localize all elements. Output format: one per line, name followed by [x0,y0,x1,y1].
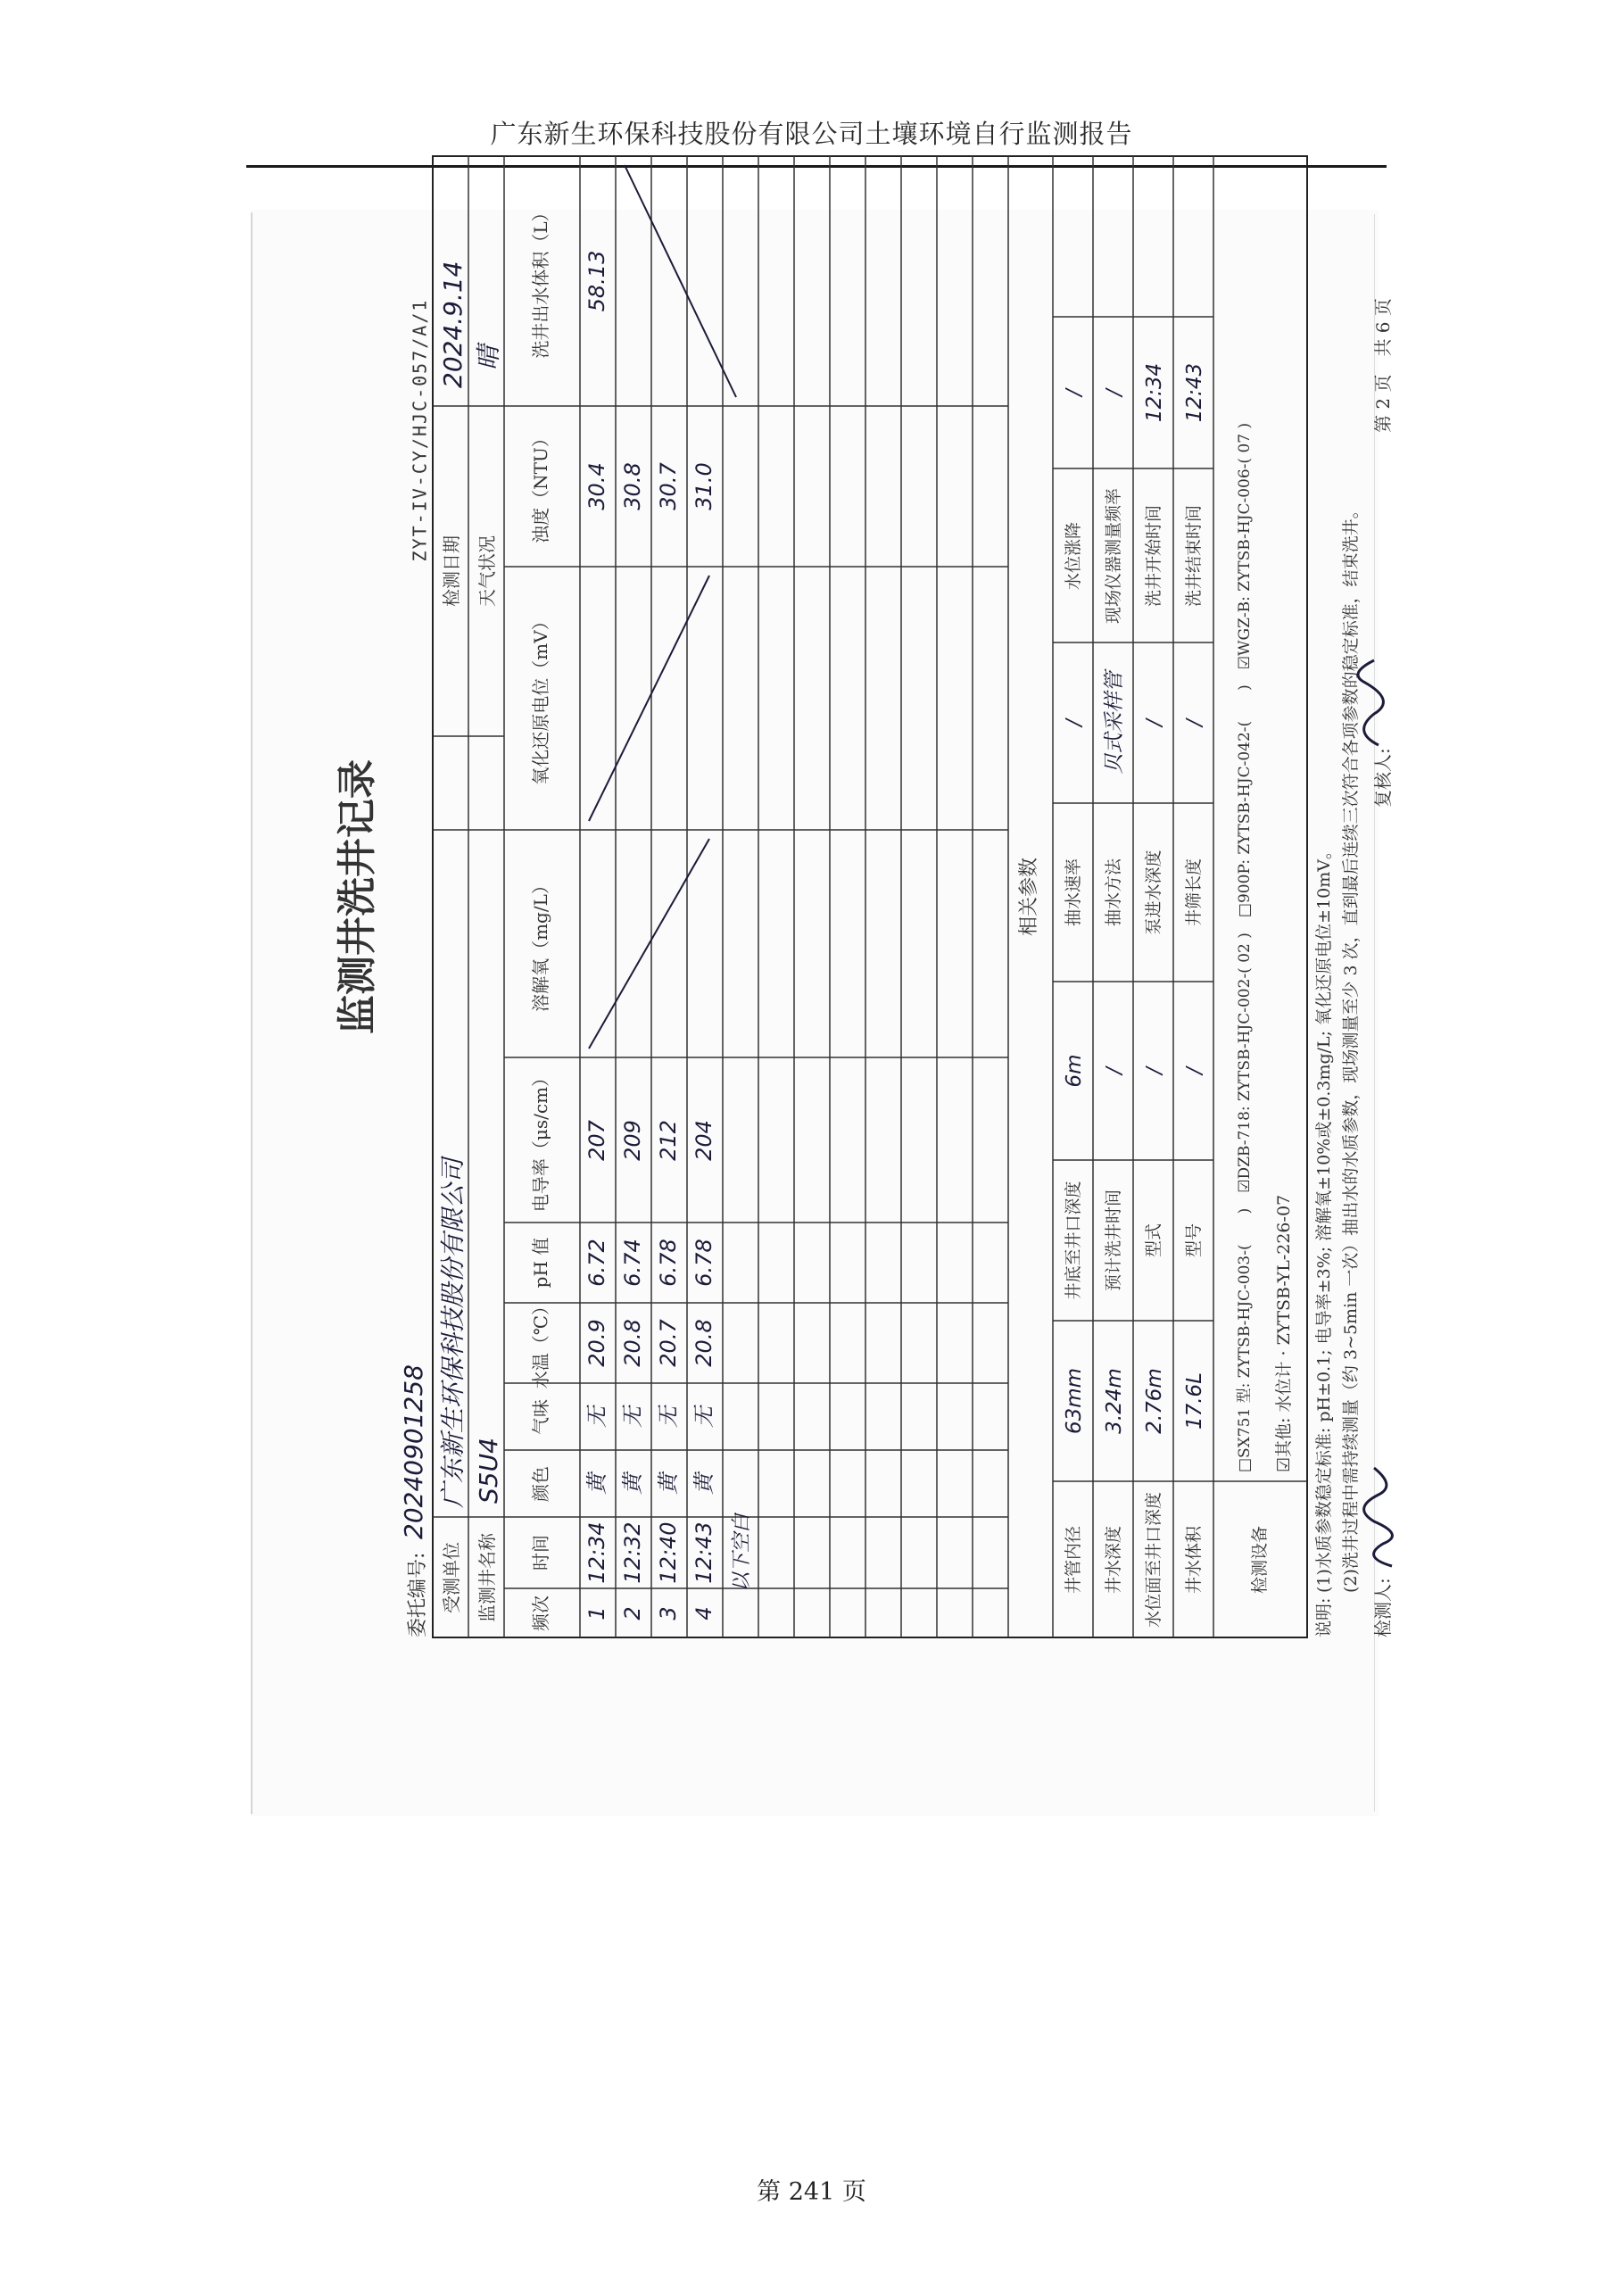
cell-odor: 无 [691,1406,716,1428]
reviewer-label: 复核人: [1372,748,1394,808]
params-row [1143,363,1166,1628]
param-value: / [1143,719,1166,726]
date-label: 检测日期 [441,535,462,607]
param-value: / [1183,1067,1206,1074]
cell-conductivity: 209 [620,1120,645,1161]
params-title: 相关参数 [1018,857,1040,937]
param-label: 井管内径 [1064,1525,1083,1595]
table-row [584,251,609,1620]
col-header-turbidity: 浊度（NTU） [530,429,551,543]
col-header-ph: pH 值 [530,1237,551,1289]
date-value: 2024.9.14 [438,261,468,388]
well-label: 监测井名称 [476,1533,498,1622]
reviewer-signature [1358,660,1383,745]
grid-border [433,156,1307,1637]
cell-time: 12:34 [584,1521,609,1584]
params-row [1183,363,1206,1594]
cell-turbidity: 30.7 [656,462,681,510]
cell-water-temp: 20.8 [691,1319,716,1367]
unit-label: 受测单位 [441,1542,462,1613]
form-code: ZYT-IV-CY/HJC-057/A/1 [409,298,431,562]
strike-line [589,576,709,821]
weather-label: 天气状况 [476,535,498,607]
blank-below-note: 以下空白 [731,1513,753,1593]
table-row [620,462,645,1620]
param-label: 洗井开始时间 [1144,504,1163,608]
entrust-no-label: 委托编号: [407,1552,429,1637]
cell-frequency: 1 [584,1606,609,1620]
param-label: 预计洗井时间 [1104,1189,1123,1292]
param-value: / [1103,389,1126,396]
cell-odor: 无 [620,1406,645,1428]
weather-value: 晴 [474,344,503,370]
param-value: 贝式采样管 [1103,671,1126,775]
cell-ph: 6.72 [584,1239,609,1287]
col-header-outflow-volume: 洗井出水体积（L） [530,203,551,359]
inspector-signature [1364,1468,1393,1566]
cell-turbidity: 30.8 [620,462,645,510]
param-value: 6m [1063,1054,1086,1088]
cell-ph: 6.74 [620,1239,645,1287]
cell-color: 黄 [584,1473,609,1495]
param-label: 水位涨降 [1064,521,1083,591]
col-header-conductivity: 电导率（μs/cm） [530,1068,551,1213]
param-label: 型式 [1144,1223,1163,1258]
equipment-line-2: ☑其他: 水位计 · ZYTSB-YL-226-07 [1274,1194,1294,1472]
note-2: (2)洗井过程中需持续测量（约 3~5min 一次）抽出水的水质参数，现场测量至少 3 次，直到最后连续三次符合各项参数的稳定标准，结束洗井。 [1341,501,1361,1593]
cell-odor: 无 [584,1406,609,1428]
cell-time: 12:40 [656,1521,681,1584]
param-label: 井水深度 [1104,1525,1123,1595]
notes-label: 说明: [1314,1597,1334,1637]
cell-frequency: 2 [620,1606,645,1620]
cell-frequency: 4 [691,1606,716,1620]
strike-line [625,165,736,397]
cell-color: 黄 [656,1473,681,1495]
col-header-orp: 氧化还原电位（mV） [530,612,551,785]
table-row [656,462,681,1620]
cell-time: 12:32 [620,1521,645,1584]
note-1: (1)水质参数稳定标准: pH±0.1; 电导率±3%; 溶解氧±10%或±0.3mg/L; 氧化还原电位±10mV。 [1314,842,1334,1593]
col-header-water-temp: 水温（℃） [530,1297,551,1389]
page-footer: 第 241 页 [757,2178,866,2206]
param-label: 抽水方法 [1104,858,1123,927]
cell-turbidity: 31.0 [691,462,716,510]
well-value: S5U4 [474,1438,503,1504]
page-header: 广东新生环保科技股份有限公司土壤环境自行监测报告 [490,119,1133,149]
cell-water-temp: 20.7 [656,1319,681,1367]
param-value: 17.6L [1183,1372,1206,1430]
col-header-dissolved-oxygen: 溶解氧（mg/L） [530,876,551,1012]
param-value: 12:34 [1143,362,1166,423]
cell-color: 黄 [691,1473,716,1495]
param-label: 型号 [1184,1223,1204,1258]
param-label: 抽水速率 [1064,858,1083,927]
param-value: / [1183,719,1206,726]
equipment-label: 检测设备 [1250,1525,1270,1595]
cell-conductivity: 212 [656,1120,681,1161]
param-label: 现场仪器测量频率 [1104,487,1123,625]
params-row [1063,387,1086,1594]
unit-value: 广东新生环保科技股份有限公司 [438,1157,468,1508]
form-title: 监测井洗井记录 [335,759,380,1034]
col-header-odor: 气味 [530,1399,551,1435]
cell-odor: 无 [656,1406,681,1428]
cell-water-temp: 20.8 [620,1319,645,1367]
cell-color: 黄 [620,1473,645,1495]
col-header-color: 颜色 [530,1466,551,1502]
col-header-frequency: 频次 [530,1596,551,1631]
cell-turbidity: 30.4 [584,462,609,510]
strike-line [589,839,709,1049]
param-label: 水位面至井口深度 [1144,1491,1163,1629]
cell-frequency: 3 [656,1606,681,1620]
params-row [1103,387,1126,1594]
entrust-no-value: 20240901258 [399,1364,428,1539]
param-label: 井底至井口深度 [1064,1181,1083,1300]
cell-ph: 6.78 [656,1239,681,1287]
inspector-label: 检测人: [1372,1578,1394,1637]
param-value: 3.24m [1103,1368,1126,1434]
param-label: 井水体积 [1184,1525,1204,1595]
cell-ph: 6.78 [691,1239,716,1287]
param-value: 63mm [1063,1367,1086,1435]
cell-conductivity: 204 [691,1120,716,1161]
col-header-time: 时间 [530,1535,551,1571]
param-value: / [1143,1067,1166,1074]
param-value: 12:43 [1183,362,1206,423]
cell-conductivity: 207 [584,1120,609,1161]
param-value: / [1103,1067,1126,1074]
table-row [691,462,716,1620]
cell-outflow-volume: 58.13 [584,250,609,312]
param-label: 井筛长度 [1184,858,1204,927]
param-label: 泵进水深度 [1144,850,1163,935]
cell-time: 12:43 [691,1521,716,1584]
page-of-indicator: 第 2 页 共 6 页 [1372,298,1394,433]
param-value: 2.76m [1143,1368,1166,1434]
param-label: 洗井结束时间 [1184,504,1204,608]
param-value: / [1063,389,1086,396]
cell-water-temp: 20.9 [584,1319,609,1367]
param-value: / [1063,719,1086,726]
equipment-line-1: □SX751 型: ZYTSB-HJC-003-( ) ☑DZB-718: ZYTSB-HJC-002-( 02 ) □900P: ZYTSB-HJC-042-( ) ☑WGZ-B: ZYTSB-HJC-006-( 07 ) [1236,422,1254,1472]
